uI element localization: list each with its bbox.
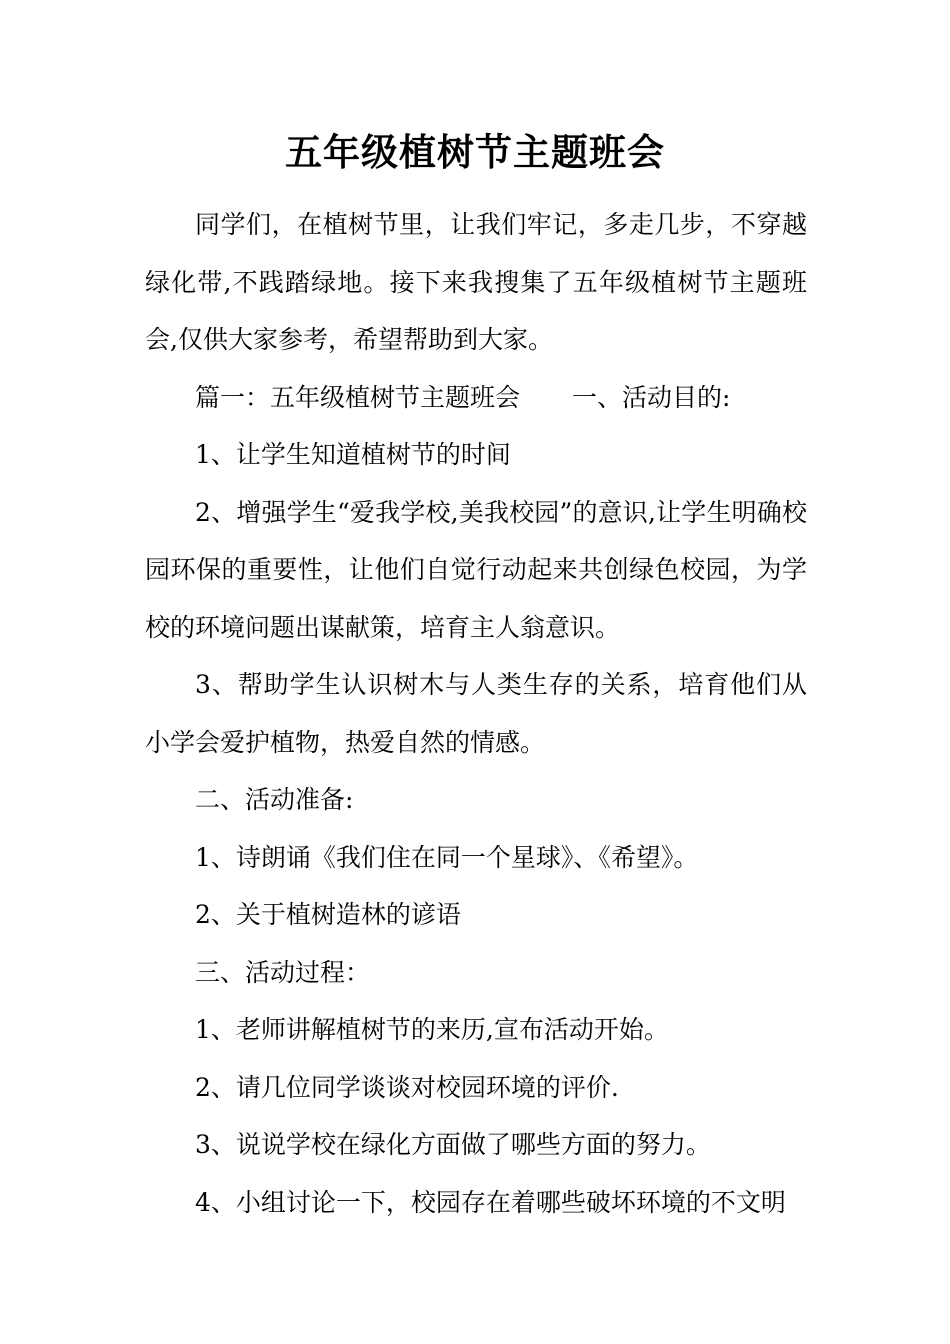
document-title: 五年级植树节主题班会 (285, 130, 665, 174)
goal-item-2: 2、增强学生“爱我学校,美我校园”的意识,让学生明确校园环保的重要性，让他们自觉行动起来共创绿色校园，为学校的环境问题出谋献策，培育主人翁意识。 (145, 497, 807, 642)
section-heading-line (145, 369, 807, 427)
document-body (145, 196, 807, 1231)
process-item-3: 3、说说学校在绿化方面做了哪些方面的努力。 (195, 1130, 711, 1159)
process-item-1: 1、老师讲解植树节的来历,宣布活动开始。 (195, 1015, 669, 1044)
intro-paragraph: 同学们，在植树节里，让我们牢记，多走几步，不穿越绿化带,不践踏绿地。接下来我搜集了五年级植树节主题班会,仅供大家参考，希望帮助到大家。 (145, 210, 807, 354)
process-item-4: 4、小组讨论一下，校园存在着哪些破坏环境的不文明 (195, 1187, 786, 1217)
process-item-2: 2、请几位同学谈谈对校园环境的评价. (195, 1072, 619, 1102)
process-heading: 三、活动过程： (195, 957, 371, 987)
goal-item-3: 3、帮助学生认识树木与人类生存的关系，培育他们从小学会爱护植物，热爱自然的情感。 (145, 670, 807, 757)
section-heading-b: 一、活动目的: (572, 382, 731, 412)
section-heading-a: 篇一：五年级植树节主题班会 (195, 382, 521, 412)
prep-heading: 二、活动准备: (195, 785, 354, 814)
prep-item-1: 1、诗朗诵《我们住在同一个星球》、《希望》。 (195, 842, 699, 872)
prep-item-2: 2、关于植树造林的谚语 (195, 900, 461, 929)
goal-item-1: 1、让学生知道植树节的时间 (195, 440, 511, 469)
